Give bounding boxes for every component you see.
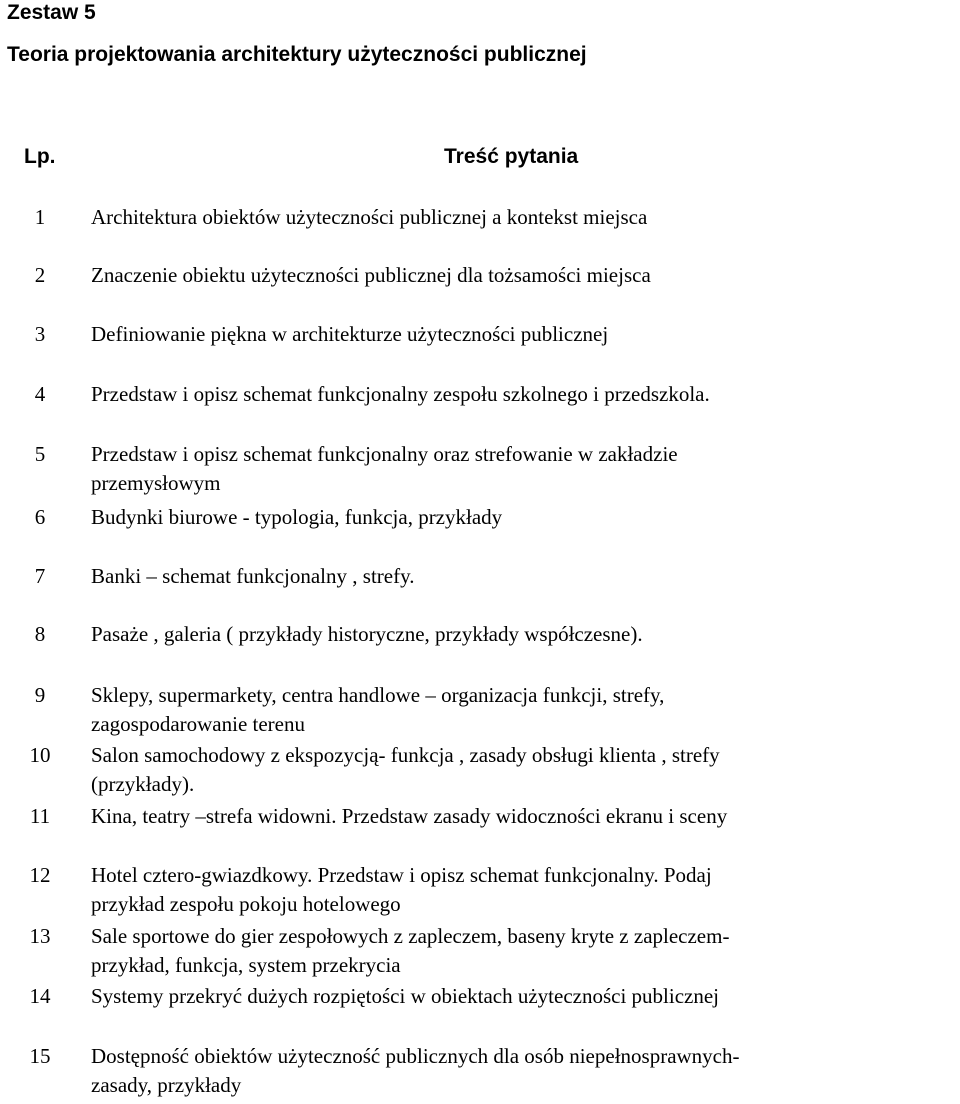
question-line-continuation: przemysłowym: [91, 471, 221, 495]
row-number: 11: [29, 804, 51, 828]
question-text: [91, 440, 951, 498]
row-number: 6: [34, 505, 46, 529]
question-line: Budynki biurowe - typologia, funkcja, przykłady: [91, 505, 503, 529]
question-line: Przedstaw i opisz schemat funkcjonalny zespołu szkolnego i przedszkola.: [91, 382, 710, 406]
set-title: Zestaw 5: [7, 1, 96, 24]
row-number: 10: [29, 743, 51, 767]
question-text: [91, 562, 951, 591]
question-text: [91, 503, 951, 532]
row-number: 4: [34, 382, 46, 406]
row-number: 12: [29, 863, 51, 887]
question-line: Pasaże , galeria ( przykłady historyczne, przykłady współczesne).: [91, 622, 643, 646]
question-text: [91, 741, 951, 799]
question-text: [91, 681, 951, 739]
row-number: 13: [29, 924, 51, 948]
question-text: [91, 380, 951, 409]
question-text: [91, 982, 951, 1011]
question-line: Definiowanie piękna w architekturze użyteczności publicznej: [91, 322, 609, 346]
row-number: 15: [29, 1044, 51, 1068]
question-line: Sale sportowe do gier zespołowych z zapleczem, baseny kryte z zapleczem-: [91, 924, 730, 948]
question-line-continuation: (przykłady).: [91, 772, 195, 796]
row-number: 9: [34, 683, 46, 707]
question-text: [91, 261, 951, 290]
question-text: [91, 620, 951, 649]
question-line-continuation: zasady, przykłady: [91, 1073, 242, 1097]
question-text: [91, 922, 951, 980]
row-number: 2: [34, 263, 46, 287]
row-number: 5: [34, 442, 46, 466]
question-line-continuation: przykład, funkcja, system przekrycia: [91, 953, 401, 977]
col-header-question: Treść pytania: [444, 145, 579, 168]
question-text: [91, 320, 951, 349]
question-line: Banki – schemat funkcjonalny , strefy.: [91, 564, 415, 588]
row-number: 1: [34, 205, 46, 229]
question-line: Znaczenie obiektu użyteczności publicznej dla tożsamości miejsca: [91, 263, 651, 287]
question-text: [91, 203, 951, 232]
question-text: [91, 802, 951, 831]
question-line: Przedstaw i opisz schemat funkcjonalny oraz strefowanie w zakładzie: [91, 442, 678, 466]
question-line: Systemy przekryć dużych rozpiętości w obiektach użyteczności publicznej: [91, 984, 720, 1008]
subject-title: Teoria projektowania architektury użyteczności publicznej: [7, 43, 587, 66]
question-line: Salon samochodowy z ekspozycją- funkcja , zasady obsługi klienta , strefy: [91, 743, 720, 767]
question-line: Kina, teatry –strefa widowni. Przedstaw zasady widoczności ekranu i sceny: [91, 804, 728, 828]
question-line: Dostępność obiektów użyteczność publicznych dla osób niepełnosprawnych-: [91, 1044, 740, 1068]
col-header-number: Lp.: [24, 145, 56, 168]
question-text: [91, 861, 951, 919]
question-line-continuation: przykład zespołu pokoju hotelowego: [91, 892, 401, 916]
row-number: 8: [34, 622, 46, 646]
question-text: [91, 1042, 951, 1100]
row-number: 3: [34, 322, 46, 346]
question-line: Architektura obiektów użyteczności publicznej a kontekst miejsca: [91, 205, 648, 229]
question-line-continuation: zagospodarowanie terenu: [91, 712, 305, 736]
question-line: Sklepy, supermarkety, centra handlowe – organizacja funkcji, strefy,: [91, 683, 665, 707]
row-number: 7: [34, 564, 46, 588]
question-line: Hotel cztero-gwiazdkowy. Przedstaw i opisz schemat funkcjonalny. Podaj: [91, 863, 712, 887]
row-number: 14: [29, 984, 51, 1008]
